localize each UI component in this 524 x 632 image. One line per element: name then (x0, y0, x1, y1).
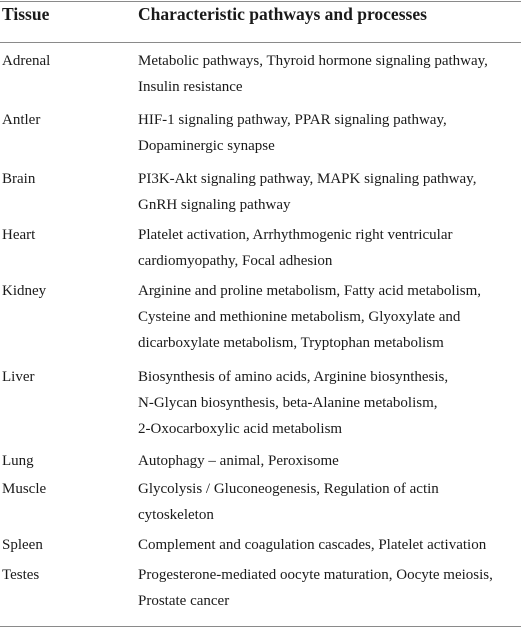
pathway-line: GnRH signaling pathway (138, 197, 291, 213)
pathway-line: N-Glycan biosynthesis, beta-Alanine metabolism, (138, 395, 438, 411)
header-rule (0, 42, 521, 43)
pathway-text (138, 48, 521, 100)
pathway-line: Biosynthesis of amino acids, Arginine biosynthesis, (138, 369, 449, 385)
pathway-line: PI3K-Akt signaling pathway, MAPK signaling pathway, (138, 171, 477, 187)
pathway-line: Platelet activation, Arrhythmogenic right ventricular (138, 227, 453, 243)
pathway-line: Insulin resistance (138, 79, 243, 95)
pathway-text (138, 222, 521, 274)
tissue-name: Liver (2, 369, 35, 385)
header-tissue: Tissue (2, 4, 50, 24)
tissue-name: Lung (2, 453, 34, 469)
pathway-line: cardiomyopathy, Focal adhesion (138, 253, 333, 269)
tissue-name: Brain (2, 171, 36, 187)
header-pathways: Characteristic pathways and processes (138, 4, 427, 24)
tissue-name: Muscle (2, 481, 47, 497)
tissue-name: Testes (2, 567, 40, 583)
pathway-line: Progesterone-mediated oocyte maturation, Oocyte meiosis, (138, 567, 493, 583)
tissue-name: Heart (2, 227, 36, 243)
pathway-line: Autophagy – animal, Peroxisome (138, 453, 339, 469)
pathway-text (138, 364, 521, 442)
pathway-line: Cysteine and methionine metabolism, Glyoxylate and (138, 309, 461, 325)
tissue-name: Kidney (2, 283, 47, 299)
pathway-line: Arginine and proline metabolism, Fatty acid metabolism, (138, 283, 481, 299)
pathway-line: dicarboxylate metabolism, Tryptophan metabolism (138, 335, 444, 351)
pathway-text (138, 107, 521, 159)
pathway-line: Dopaminergic synapse (138, 138, 275, 154)
pathway-text (138, 166, 521, 218)
pathway-line: HIF-1 signaling pathway, PPAR signaling pathway, (138, 112, 447, 128)
tissue-name: Adrenal (2, 53, 51, 69)
top-rule (0, 1, 521, 2)
pathway-text (138, 448, 521, 474)
pathway-text (138, 562, 521, 614)
bottom-rule (0, 626, 521, 627)
pathway-line: Glycolysis / Gluconeogenesis, Regulation of actin (138, 481, 439, 497)
pathway-line: Prostate cancer (138, 593, 230, 609)
pathway-line: Metabolic pathways, Thyroid hormone signaling pathway, (138, 53, 488, 69)
tissue-name: Antler (2, 112, 41, 128)
pathway-text (138, 278, 521, 356)
tissue-name: Spleen (2, 537, 43, 553)
pathway-text (138, 476, 521, 528)
pathway-text (138, 532, 521, 558)
pathway-line: 2-Oxocarboxylic acid metabolism (138, 421, 343, 437)
pathway-line: cytoskeleton (138, 507, 214, 523)
pathway-line: Complement and coagulation cascades, Platelet activation (138, 537, 487, 553)
